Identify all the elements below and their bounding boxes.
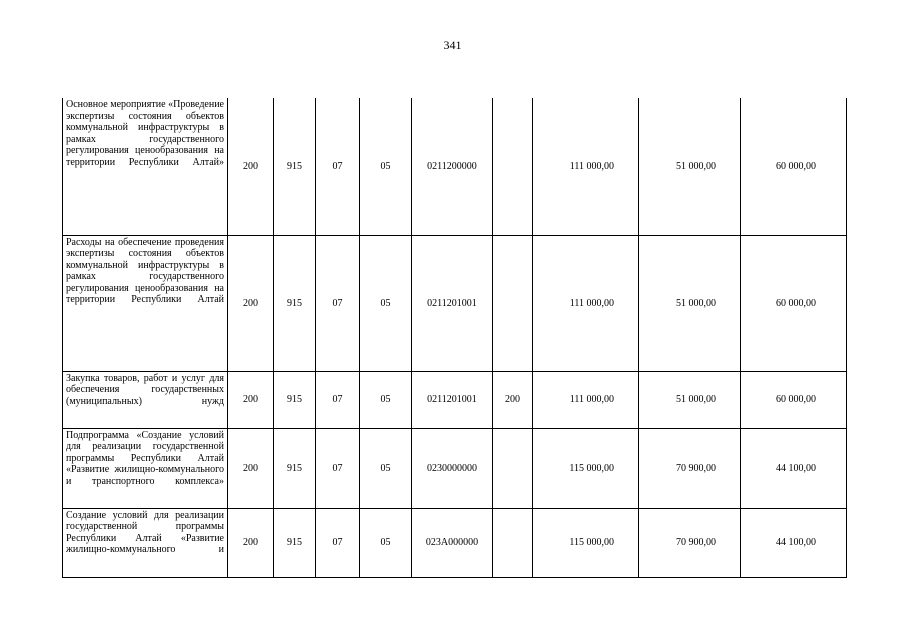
amount-2: 70 900,00 [639, 428, 741, 508]
code-1: 200 [228, 371, 274, 428]
code-1: 200 [228, 428, 274, 508]
code-1: 200 [228, 508, 274, 577]
amount-3: 60 000,00 [741, 371, 847, 428]
code-2: 915 [274, 235, 316, 371]
code-2: 915 [274, 428, 316, 508]
page-number: 341 [443, 38, 462, 52]
code-6 [493, 508, 533, 577]
amount-3: 44 100,00 [741, 428, 847, 508]
amount-2: 70 900,00 [639, 508, 741, 577]
code-2: 915 [274, 508, 316, 577]
code-3: 07 [316, 235, 360, 371]
table-row [63, 371, 847, 428]
row-name: Создание условий для реализации государственной программы Республики Алтай «Развитие жилищно-коммунального и [63, 508, 228, 577]
table-row [63, 508, 847, 577]
code-1: 200 [228, 235, 274, 371]
code-4: 05 [360, 371, 412, 428]
code-3: 07 [316, 371, 360, 428]
amount-1: 115 000,00 [533, 508, 639, 577]
amount-3: 60 000,00 [741, 98, 847, 235]
code-2: 915 [274, 371, 316, 428]
code-4: 05 [360, 98, 412, 235]
code-5: 0211201001 [412, 371, 493, 428]
amount-3: 60 000,00 [741, 235, 847, 371]
amount-3: 44 100,00 [741, 508, 847, 577]
code-4: 05 [360, 235, 412, 371]
code-5: 0211200000 [412, 98, 493, 235]
code-3: 07 [316, 98, 360, 235]
code-6 [493, 428, 533, 508]
amount-1: 111 000,00 [533, 98, 639, 235]
row-name: Закупка товаров, работ и услуг для обеспечения государственных (муниципальных) нужд [63, 371, 228, 428]
code-6 [493, 235, 533, 371]
amount-1: 111 000,00 [533, 235, 639, 371]
code-1: 200 [228, 98, 274, 235]
amount-2: 51 000,00 [639, 371, 741, 428]
amount-1: 115 000,00 [533, 428, 639, 508]
amount-2: 51 000,00 [639, 235, 741, 371]
code-6 [493, 98, 533, 235]
amount-1: 111 000,00 [533, 371, 639, 428]
row-name: Расходы на обеспечение проведения экспертизы состояния объектов коммунальной инфраструктуры в рамках государственного регулирования ценообразования на территории Республики Алтай [63, 235, 228, 371]
code-4: 05 [360, 428, 412, 508]
row-name: Основное мероприятие «Проведение экспертизы состояния объектов коммунальной инфраструктуры в рамках государственного регулирования ценообразования на территории Республики Алтай» [63, 98, 228, 235]
budget-table [62, 98, 847, 578]
code-5: 023A000000 [412, 508, 493, 577]
code-5: 0230000000 [412, 428, 493, 508]
code-2: 915 [274, 98, 316, 235]
table-row [63, 428, 847, 508]
code-3: 07 [316, 428, 360, 508]
code-6: 200 [493, 371, 533, 428]
amount-2: 51 000,00 [639, 98, 741, 235]
code-4: 05 [360, 508, 412, 577]
row-name: Подпрограмма «Создание условий для реализации государственной программы Республики Алтай «Развитие жилищно-коммунального и транспортного комплекса» [63, 428, 228, 508]
table-row [63, 235, 847, 371]
code-5: 0211201001 [412, 235, 493, 371]
code-3: 07 [316, 508, 360, 577]
table-row [63, 98, 847, 235]
